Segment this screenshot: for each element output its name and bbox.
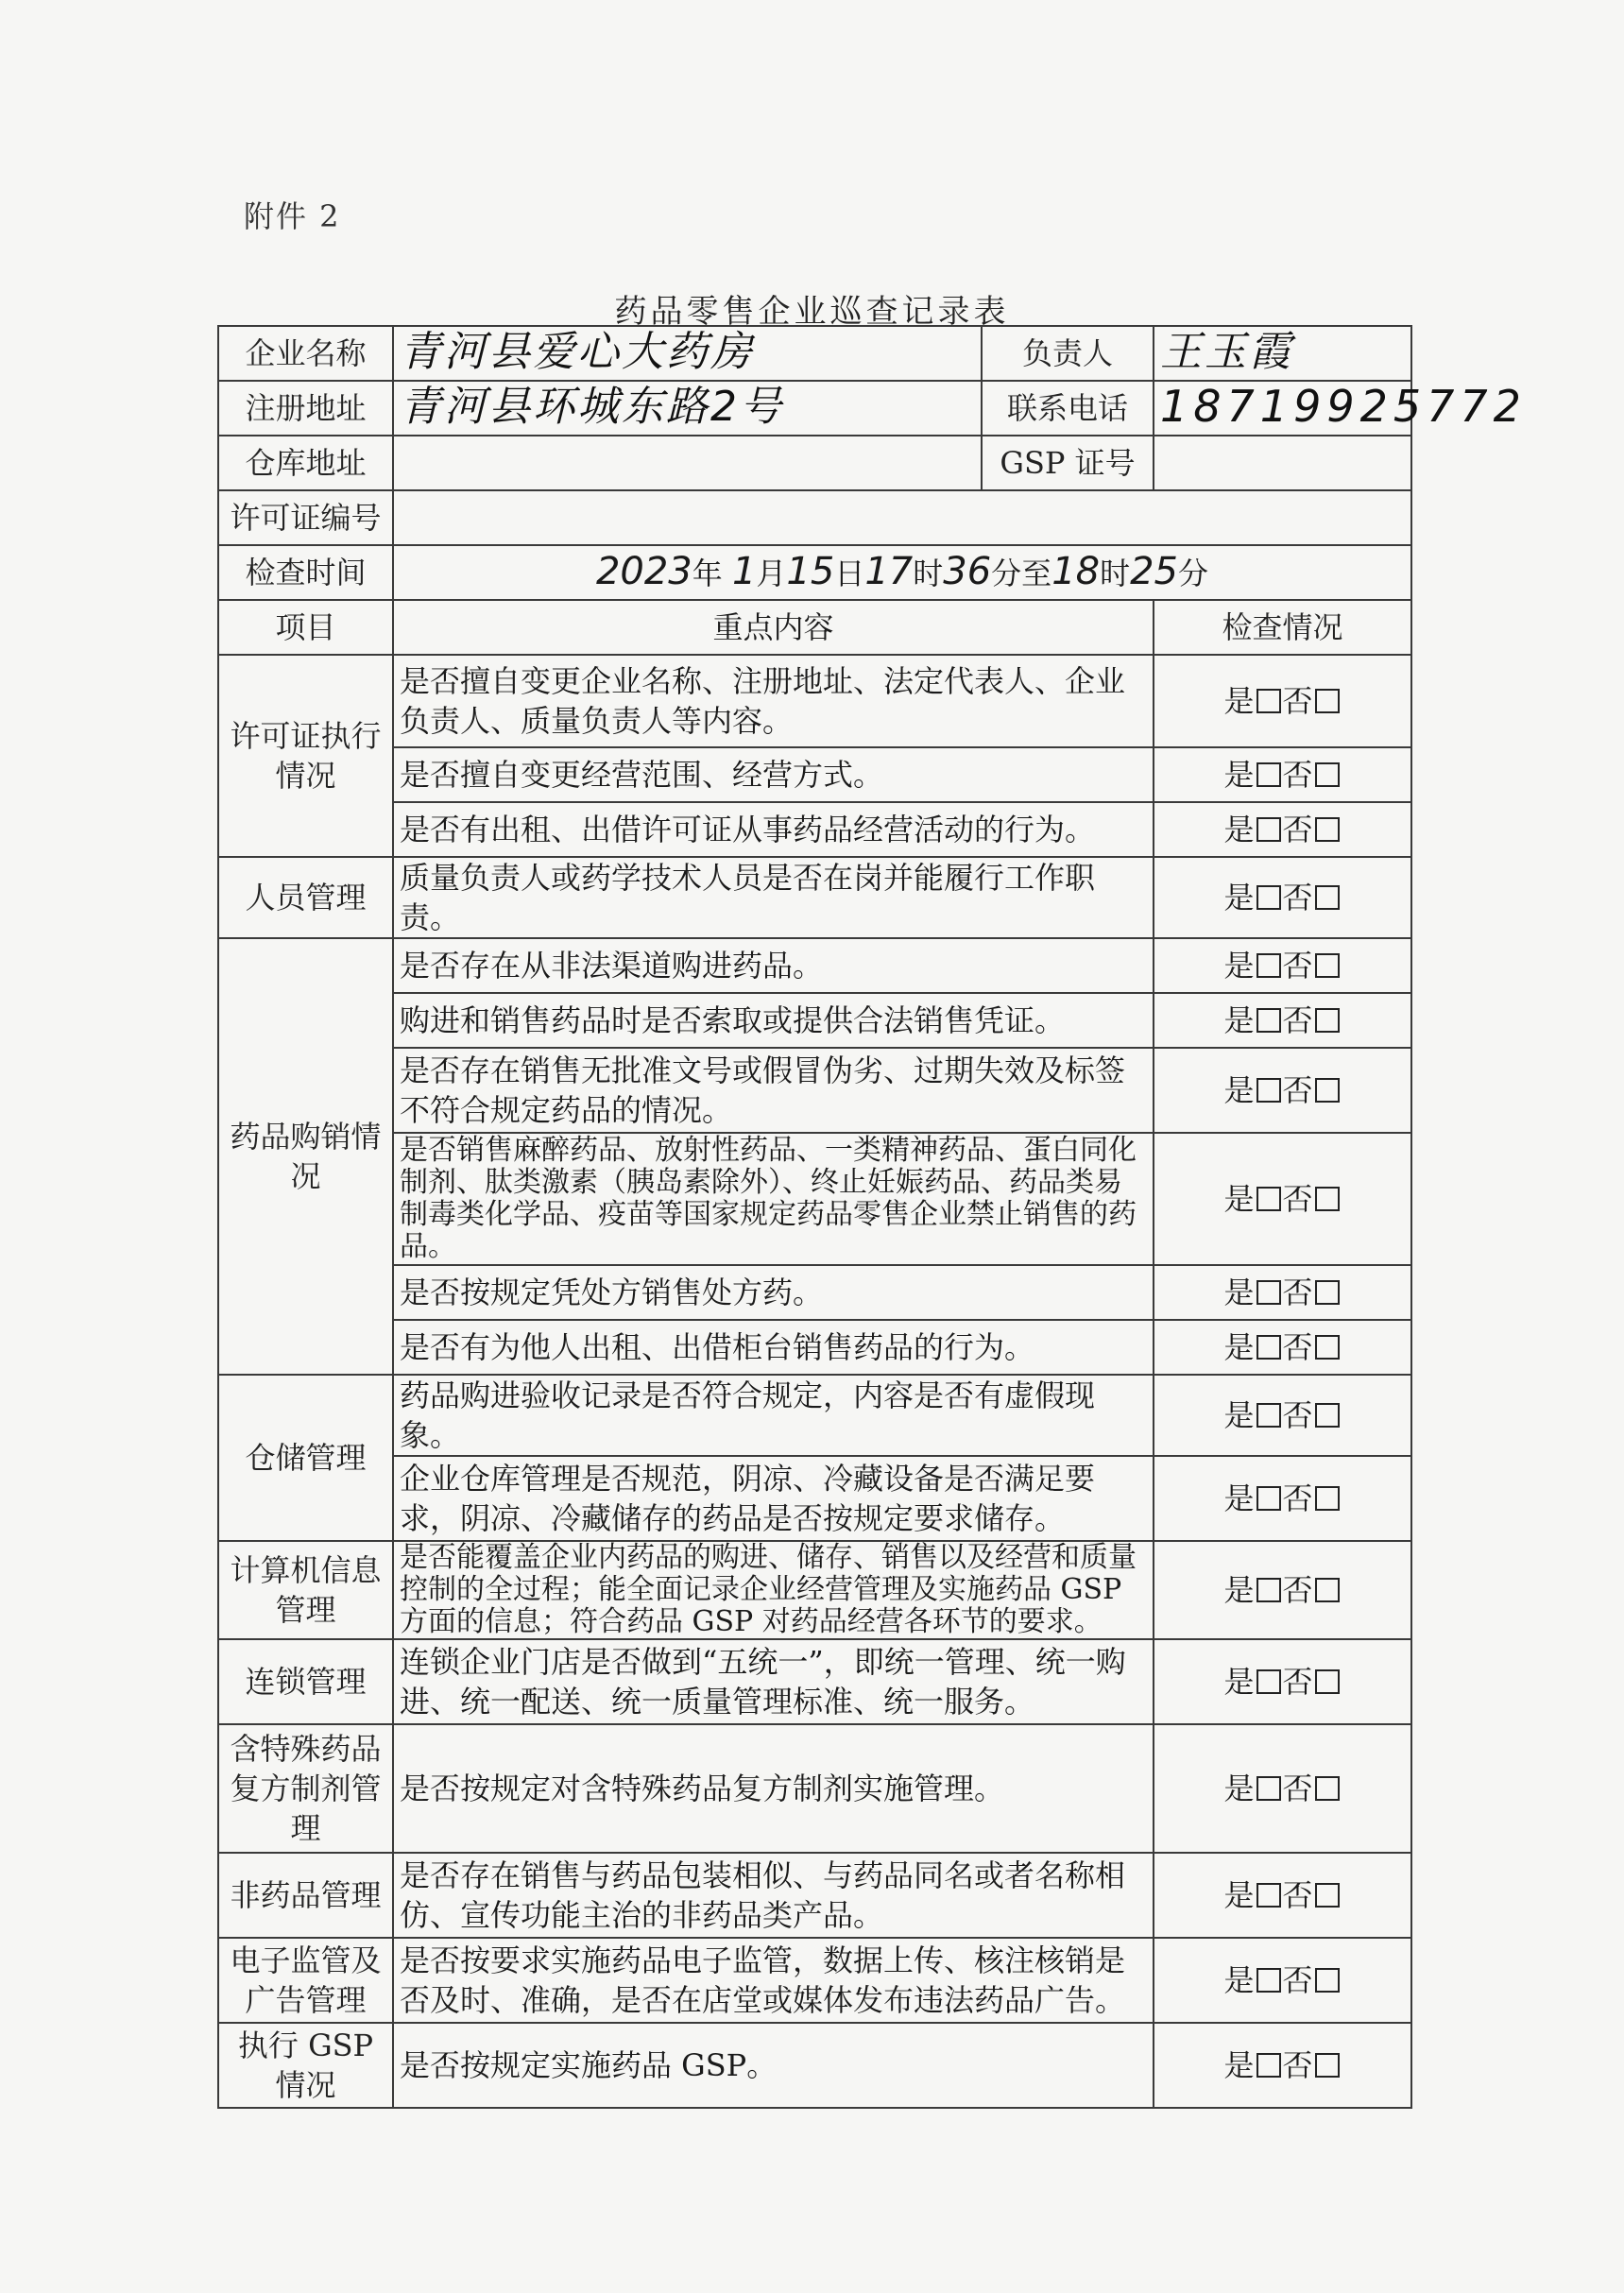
check-item: 是否有出租、出借许可证从事药品经营活动的行为。 [393,802,1154,857]
check-result: 是 否 [1154,938,1411,993]
check-result: 是 否 [1154,2023,1411,2108]
category-special: 含特殊药品复方制剂管理 [218,1724,393,1853]
table-row [218,1639,1411,1724]
table-row [218,1320,1411,1375]
yes-checkbox[interactable] [1256,1669,1281,1694]
table-row [218,655,1411,747]
category-storage: 仓储管理 [218,1375,393,1541]
no-checkbox[interactable] [1315,689,1340,713]
company-name-value: 青河县爱心大药房 [393,326,982,381]
check-result: 是 否 [1154,747,1411,802]
check-result: 是 否 [1154,857,1411,938]
time-end-hour: 18 [1051,550,1101,593]
table-row [218,1541,1411,1639]
no-checkbox[interactable] [1315,1078,1340,1103]
category-purchase: 药品购销情况 [218,938,393,1375]
attachment-label: 附件 2 [244,198,341,234]
check-result: 是 否 [1154,1938,1411,2023]
inspection-time-value: 2023年 1月15日17时36分至18时25分 [393,545,1411,600]
check-item: 企业仓库管理是否规范，阴凉、冷藏设备是否满足要求，阴凉、冷藏储存的药品是否按规定要求储存。 [393,1456,1154,1541]
check-result: 是 否 [1154,993,1411,1048]
check-item: 是否能覆盖企业内药品的购进、储存、销售以及经营和质量控制的全过程；能全面记录企业经营管理及实施药品 GSP 方面的信息；符合药品 GSP 对药品经营各环节的要求。 [393,1541,1154,1639]
column-header-result: 检查情况 [1154,600,1411,655]
category-personnel: 人员管理 [218,857,393,938]
no-checkbox[interactable] [1315,1280,1340,1305]
table-row [218,1853,1411,1938]
check-result: 是 否 [1154,1639,1411,1724]
inspection-form-table [217,325,1527,2109]
check-result: 是 否 [1154,1724,1411,1853]
check-item: 是否有为他人出租、出借柜台销售药品的行为。 [393,1320,1154,1375]
yes-checkbox[interactable] [1256,1280,1281,1305]
table-row [218,938,1411,993]
table-row [218,857,1411,938]
no-checkbox[interactable] [1315,1883,1340,1908]
no-checkbox[interactable] [1315,1968,1340,1993]
check-item: 是否按规定凭处方销售处方药。 [393,1265,1154,1320]
check-item: 是否存在销售无批准文号或假冒伪劣、过期失效及标签不符合规定药品的情况。 [393,1048,1154,1133]
check-item: 质量负责人或药学技术人员是否在岗并能履行工作职责。 [393,857,1154,938]
row-warehouse [218,436,1411,490]
yes-checkbox[interactable] [1256,1578,1281,1602]
check-result: 是 否 [1154,1320,1411,1375]
warehouse-label: 仓库地址 [218,436,393,490]
time-month: 1 [731,550,757,593]
check-item: 是否擅自变更企业名称、注册地址、法定代表人、企业负责人、质量负责人等内容。 [393,655,1154,747]
check-result: 是 否 [1154,1853,1411,1938]
yes-checkbox[interactable] [1256,762,1281,787]
table-row [218,1938,1411,2023]
no-checkbox[interactable] [1315,1776,1340,1801]
check-item: 是否销售麻醉药品、放射性药品、一类精神药品、蛋白同化制剂、肽类激素（胰岛素除外）、终止妊娠药品、药品类易制毒类化学品、疫苗等国家规定药品零售企业禁止销售的药品。 [393,1133,1154,1265]
phone-value: 18719925772 [1154,381,1411,436]
check-result: 是 否 [1154,1541,1411,1639]
column-header-content: 重点内容 [393,600,1154,655]
check-item: 购进和销售药品时是否索取或提供合法销售凭证。 [393,993,1154,1048]
table-row [218,1265,1411,1320]
time-start-hour: 17 [864,550,914,593]
table-row [218,1048,1411,1133]
warehouse-value [393,436,982,490]
time-start-minute: 36 [943,550,992,593]
table-row [218,993,1411,1048]
yes-checkbox[interactable] [1256,1403,1281,1428]
no-checkbox[interactable] [1315,1335,1340,1360]
table-row [218,2023,1411,2108]
yes-checkbox[interactable] [1256,885,1281,910]
row-column-headers [218,600,1411,655]
inspection-time-label: 检查时间 [218,545,393,600]
no-checkbox[interactable] [1315,1669,1340,1694]
no-checkbox[interactable] [1315,817,1340,842]
yes-checkbox[interactable] [1256,1883,1281,1908]
no-checkbox[interactable] [1315,1008,1340,1033]
check-item: 连锁企业门店是否做到“五统一”，即统一管理、统一购进、统一配送、统一质量管理标准、统一服务。 [393,1639,1154,1724]
category-computer: 计算机信息管理 [218,1541,393,1639]
form-title: 药品零售企业巡查记录表 [614,293,1010,331]
time-day: 15 [786,550,835,593]
table-row [218,1456,1411,1541]
category-gsp: 执行 GSP 情况 [218,2023,393,2108]
license-number-value [393,490,1411,545]
table-row [218,802,1411,857]
gsp-number-label: GSP 证号 [982,436,1154,490]
category-nondrug: 非药品管理 [218,1853,393,1938]
table-row [218,1375,1411,1456]
manager-label: 负责人 [982,326,1154,381]
check-result: 是 否 [1154,1265,1411,1320]
check-result: 是 否 [1154,1133,1411,1265]
check-result: 是 否 [1154,1456,1411,1541]
reg-address-value: 青河县环城东路2号 [393,381,982,436]
check-result: 是 否 [1154,802,1411,857]
yes-checkbox[interactable] [1256,1187,1281,1211]
no-checkbox[interactable] [1315,1578,1340,1602]
no-checkbox[interactable] [1315,953,1340,978]
no-checkbox[interactable] [1315,1403,1340,1428]
check-item: 是否擅自变更经营范围、经营方式。 [393,747,1154,802]
check-result: 是 否 [1154,1375,1411,1456]
check-result: 是 否 [1154,1048,1411,1133]
time-end-minute: 25 [1130,550,1179,593]
check-item: 是否按规定实施药品 GSP。 [393,2023,1154,2108]
row-reg-address [218,381,1411,436]
gsp-number-value [1154,436,1411,490]
check-item: 是否按要求实施药品电子监管，数据上传、核注核销是否及时、准确，是否在店堂或媒体发布违法药品广告。 [393,1938,1154,2023]
yes-checkbox[interactable] [1256,1078,1281,1103]
check-item: 是否存在从非法渠道购进药品。 [393,938,1154,993]
yes-checkbox[interactable] [1256,953,1281,978]
no-checkbox[interactable] [1315,1486,1340,1511]
row-company [218,326,1411,381]
category-ecommerce: 电子监管及广告管理 [218,1938,393,2023]
company-name-label: 企业名称 [218,326,393,381]
table-row [218,1133,1411,1265]
no-checkbox[interactable] [1315,2053,1340,2078]
check-item: 是否按规定对含特殊药品复方制剂实施管理。 [393,1724,1154,1853]
table-row [218,747,1411,802]
category-chain: 连锁管理 [218,1639,393,1724]
check-result: 是 否 [1154,655,1411,747]
check-item: 是否存在销售与药品包装相似、与药品同名或者名称相仿、宣传功能主治的非药品类产品。 [393,1853,1154,1938]
time-year: 2023 [595,550,692,593]
yes-checkbox[interactable] [1256,689,1281,713]
no-checkbox[interactable] [1315,885,1340,910]
yes-checkbox[interactable] [1256,1486,1281,1511]
reg-address-label: 注册地址 [218,381,393,436]
yes-checkbox[interactable] [1256,1776,1281,1801]
category-license: 许可证执行情况 [218,655,393,857]
yes-checkbox[interactable] [1256,1335,1281,1360]
license-number-label: 许可证编号 [218,490,393,545]
table-row [218,1724,1411,1853]
yes-checkbox[interactable] [1256,1968,1281,1993]
yes-checkbox[interactable] [1256,2053,1281,2078]
phone-label: 联系电话 [982,381,1154,436]
yes-checkbox[interactable] [1256,1008,1281,1033]
no-checkbox[interactable] [1315,762,1340,787]
yes-checkbox[interactable] [1256,817,1281,842]
manager-value: 王玉霞 [1154,326,1411,381]
column-header-item: 项目 [218,600,393,655]
no-checkbox[interactable] [1315,1187,1340,1211]
check-item: 药品购进验收记录是否符合规定，内容是否有虚假现象。 [393,1375,1154,1456]
row-inspection-time [218,545,1411,600]
row-license [218,490,1411,545]
